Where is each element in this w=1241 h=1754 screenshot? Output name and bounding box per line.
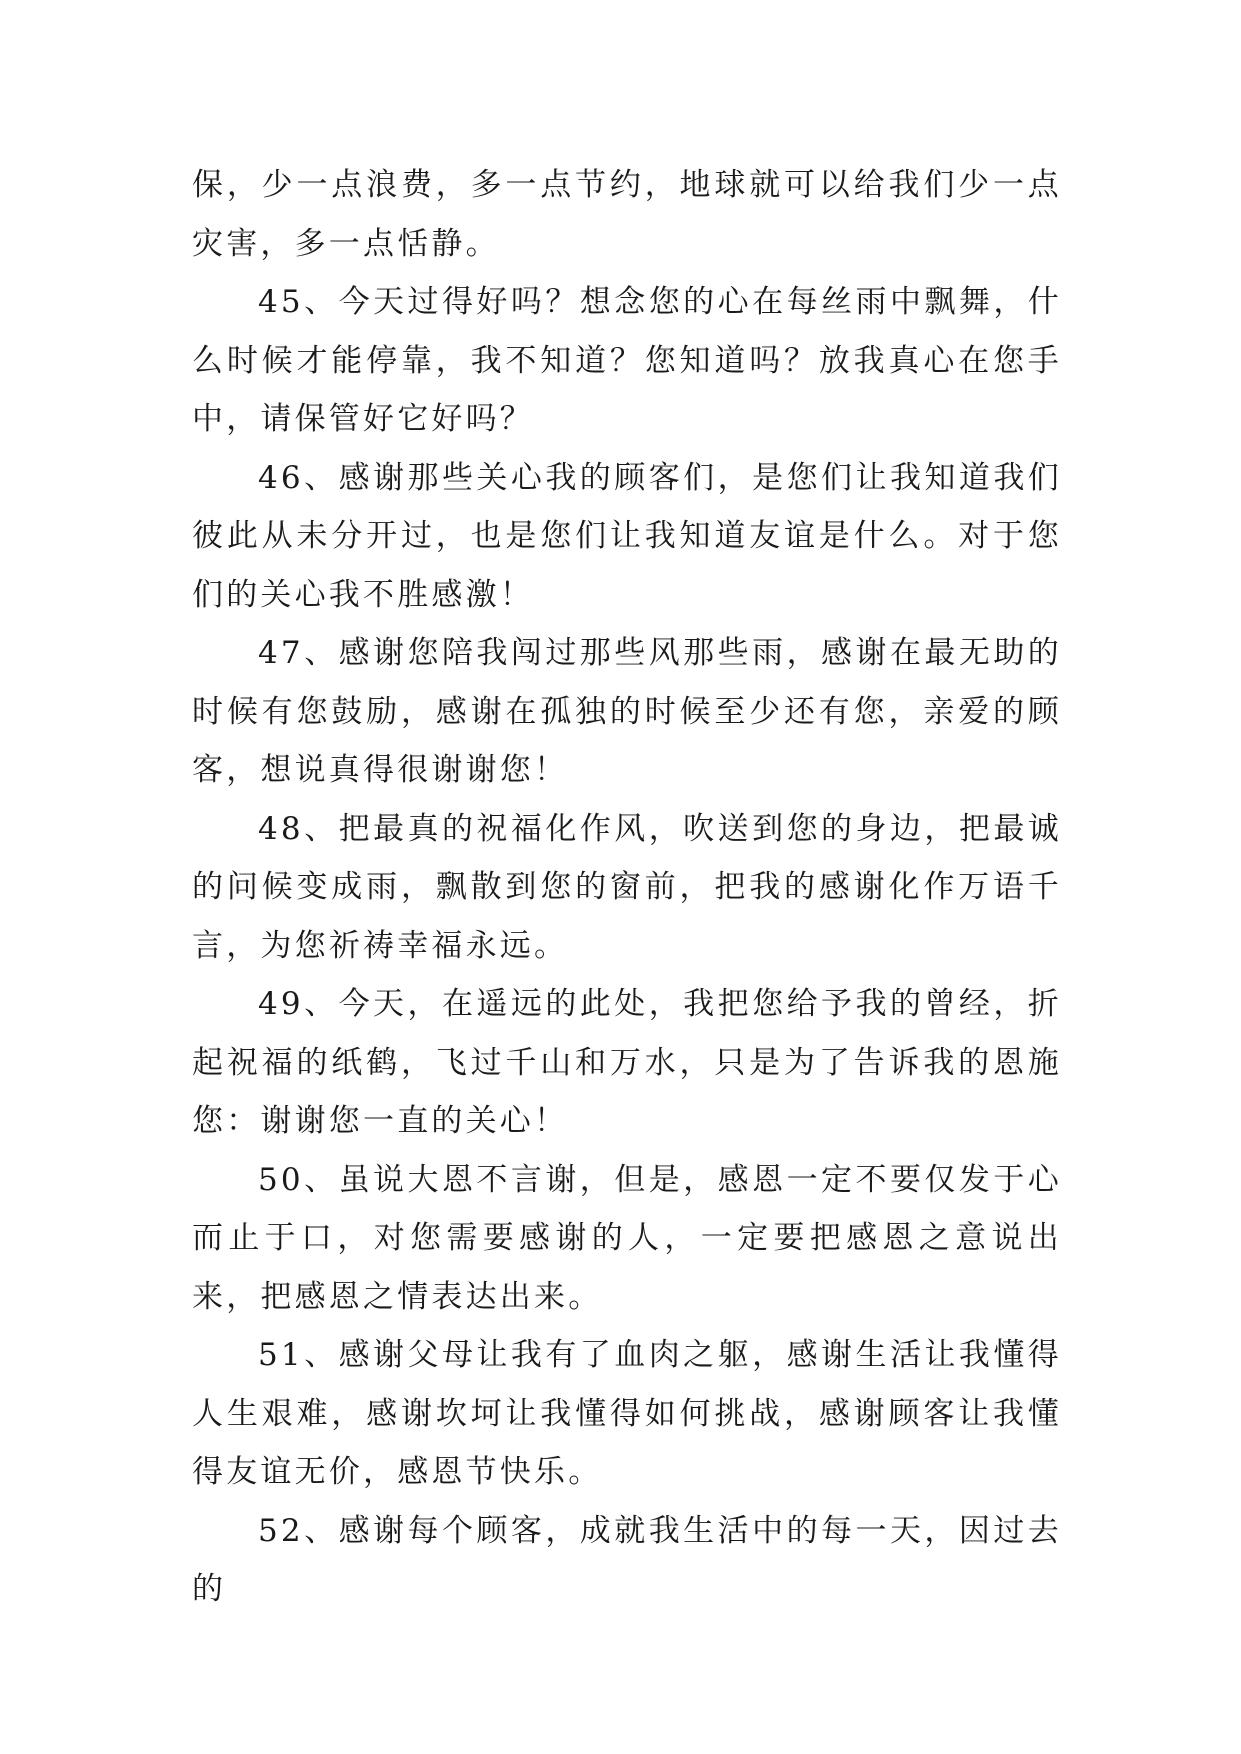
paragraph-46: 46、感谢那些关心我的顾客们，是您们让我知道我们彼此从未分开过，也是您们让我知道友谊是什么。对于您们的关心我不胜感激！: [192, 459, 1062, 613]
paragraph-52: 52、感谢每个顾客，成就我生活中的每一天，因过去的: [192, 1512, 1062, 1607]
paragraph-47: 47、感谢您陪我闯过那些风那些雨，感谢在最无助的时候有您鼓励，感谢在孤独的时候至少还有您，亲爱的顾客，想说真得很谢谢您！: [192, 635, 1062, 788]
paragraph-49: 49、今天，在遥远的此处，我把您给予我的曾经，折起祝福的纸鹤，飞过千山和万水，只是为了告诉我的恩施您：谢谢您一直的关心！: [192, 986, 1062, 1139]
paragraph-44-continued: 保，少一点浪费，多一点节约，地球就可以给我们少一点灾害，多一点恬静。: [192, 167, 1062, 262]
document-body: [192, 156, 1062, 1619]
paragraph-45: 45、今天过得好吗？想念您的心在每丝雨中飘舞，什么时候才能停靠，我不知道？您知道吗？放我真心在您手中，请保管好它好吗？: [192, 284, 1062, 437]
paragraph-50: 50、虽说大恩不言谢，但是，感恩一定不要仅发于心而止于口，对您需要感谢的人，一定要把感恩之意说出来，把感恩之情表达出来。: [192, 1161, 1062, 1315]
paragraph-48: 48、把最真的祝福化作风，吹送到您的身边，把最诚的问候变成雨，飘散到您的窗前，把我的感谢化作万语千言，为您祈祷幸福永远。: [192, 810, 1062, 964]
paragraph-51: 51、感谢父母让我有了血肉之躯，感谢生活让我懂得人生艰难，感谢坎坷让我懂得如何挑战，感谢顾客让我懂得友谊无价，感恩节快乐。: [192, 1337, 1062, 1490]
